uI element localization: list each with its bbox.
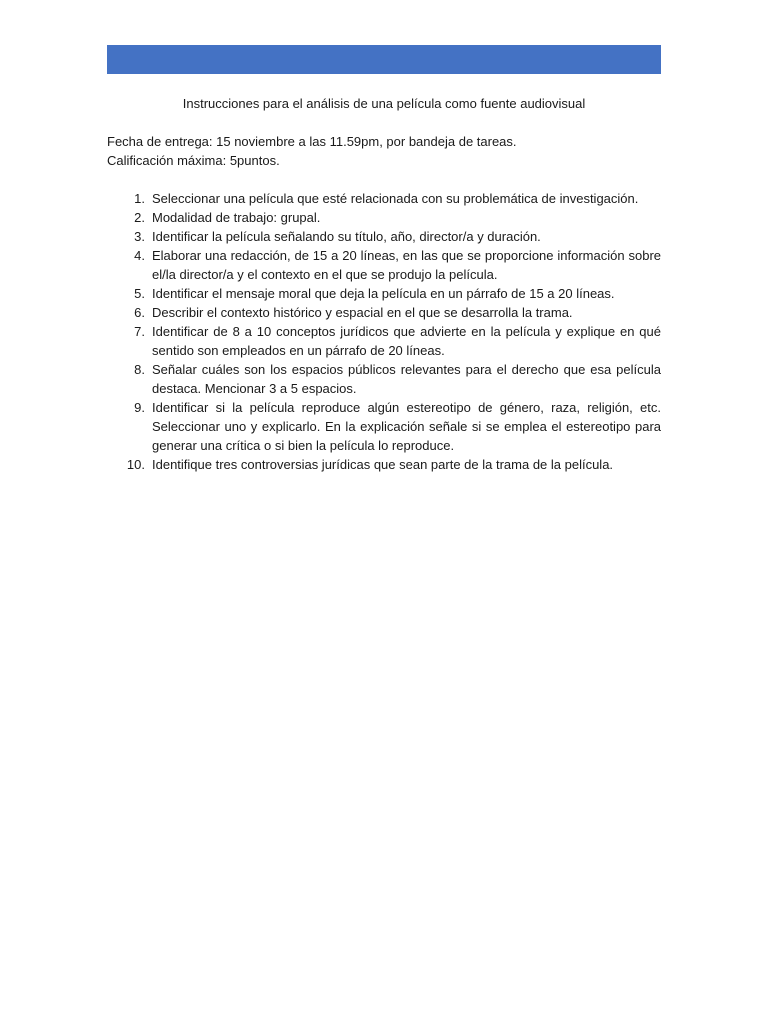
list-item-text: Elaborar una redacción, de 15 a 20 líneas, en las que se proporcione información sobre el/la director/a y el contexto en el que se produjo la película. [152,248,661,282]
list-item [107,398,661,455]
list-item-text: Seleccionar una película que esté relacionada con su problemática de investigación. [152,191,639,206]
instructions-list [107,189,661,474]
list-item-number: 2. [134,210,145,225]
list-item-text: Identificar de 8 a 10 conceptos jurídicos que advierte en la película y explique en qué sentido son empleados en un párrafo de 20 líneas. [152,324,661,358]
max-grade: Calificación máxima: 5puntos. [107,153,280,168]
list-item-text: Identifique tres controversias jurídicas que sean parte de la trama de la película. [152,457,614,472]
list-item-text: Identificar la película señalando su título, año, director/a y duración. [152,229,541,244]
list-item [107,455,661,474]
list-item-number: 10. [126,457,145,472]
list-item [107,189,661,208]
list-item-number: 1. [134,191,145,206]
list-item-text: Señalar cuáles son los espacios públicos relevantes para el derecho que esa película destaca. Mencionar 3 a 5 espacios. [152,362,661,396]
document-title: Instrucciones para el análisis de una película como fuente audiovisual [182,96,586,111]
document-meta [107,132,661,170]
list-item [107,227,661,246]
list-item-number: 6. [134,305,145,320]
list-item [107,360,661,398]
list-item [107,246,661,284]
document-page [107,45,661,474]
list-item-text: Describir el contexto histórico y espacial en el que se desarrolla la trama. [152,305,573,320]
list-item-text: Modalidad de trabajo: grupal. [152,210,321,225]
list-item-number: 9. [134,400,145,415]
due-date: Fecha de entrega: 15 noviembre a las 11.59pm, por bandeja de tareas. [107,134,517,149]
list-item [107,303,661,322]
list-item-number: 7. [134,324,145,339]
list-item-text: Identificar si la película reproduce algún estereotipo de género, raza, religión, etc. Seleccionar uno y explicarlo. En la explicación señale si se emplea el estereotipo para generar una crítica o si bien la película lo reproduce. [152,400,661,453]
list-item [107,322,661,360]
list-item-text: Identificar el mensaje moral que deja la película en un párrafo de 15 a 20 líneas. [152,286,615,301]
list-item-number: 3. [134,229,145,244]
list-item-number: 5. [134,286,145,301]
header-bar [107,45,661,74]
list-item [107,284,661,303]
list-item [107,208,661,227]
list-item-number: 4. [134,248,145,263]
list-item-number: 8. [134,362,145,377]
